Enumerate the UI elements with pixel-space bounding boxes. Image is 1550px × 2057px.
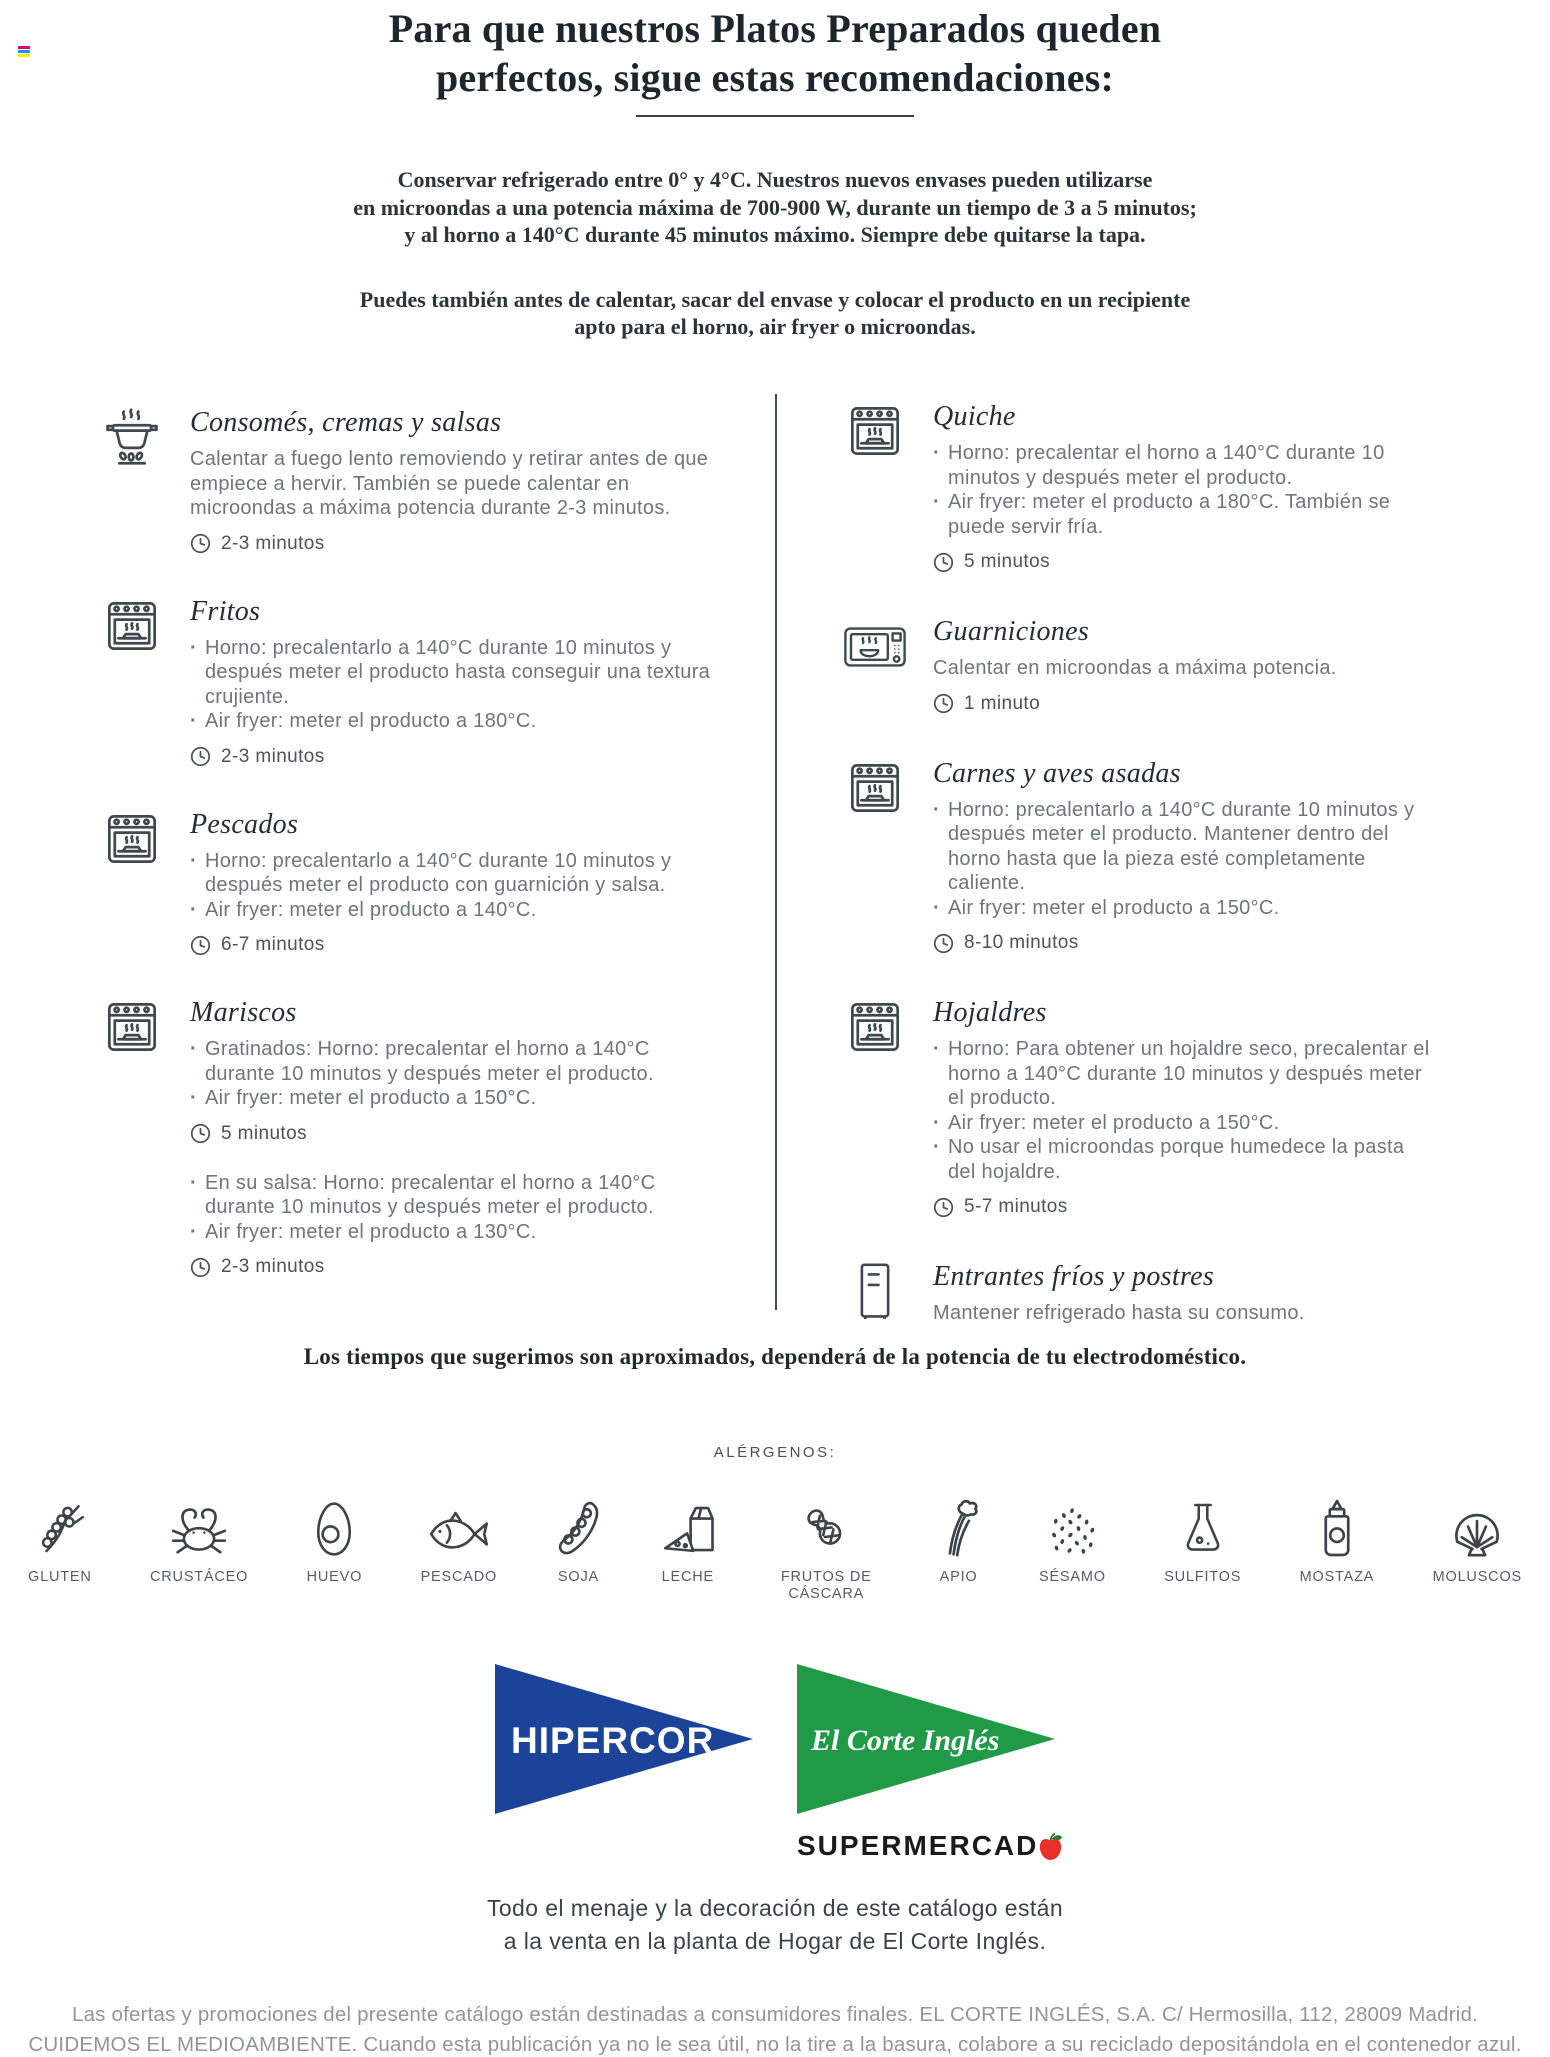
section-text	[190, 996, 721, 1278]
allergen-mostaza	[1300, 1495, 1375, 1586]
time-label: 8-10 minutos	[964, 932, 1079, 953]
clock-icon	[190, 1123, 211, 1144]
allergen-sesamo	[1039, 1495, 1106, 1586]
microwave-icon	[843, 615, 907, 715]
allergen-label: SOJA	[557, 1569, 599, 1585]
title-divider	[636, 115, 914, 117]
section-text	[933, 1260, 1432, 1326]
section-text	[190, 595, 721, 768]
bullet-item	[933, 441, 1432, 490]
time-row	[190, 934, 721, 956]
allergen-leche	[660, 1495, 716, 1586]
section-text	[933, 400, 1432, 573]
clock-icon	[933, 1197, 954, 1218]
el-corte-ingles-logo	[797, 1664, 1055, 1814]
section-mariscos	[100, 996, 721, 1278]
bullet-item	[190, 1220, 721, 1245]
section-text	[933, 615, 1432, 715]
allergen-label: FRUTOS DE CÁSCARA	[780, 1569, 872, 1602]
allergen-label: PESCADO	[420, 1569, 498, 1585]
oven-icon	[100, 996, 164, 1278]
bullet-item	[190, 1086, 721, 1111]
supermercado-text: SUPERMERCAD	[797, 1830, 1039, 1861]
section-title: Carnes y aves asadas	[933, 757, 1181, 789]
celery-icon	[937, 1495, 981, 1557]
time-label: 5-7 minutos	[964, 1196, 1068, 1217]
section-title: Guarniciones	[933, 616, 1090, 647]
print-registration-mark	[18, 46, 30, 58]
bullet-item	[933, 1135, 1432, 1184]
time-label: 2-3 minutos	[221, 532, 325, 554]
bullet-text: · Gratinados: Horno: precalentar el horno a 140°C durante 10 minutos y después meter el producto.	[205, 1038, 654, 1085]
footer-line: a la venta en la planta de Hogar de El Corte Inglés.	[503, 1928, 1047, 1954]
section-text	[933, 996, 1432, 1218]
clock-icon	[190, 935, 211, 956]
oven-icon	[843, 400, 907, 573]
section-consomes-cremas-salsas	[100, 406, 721, 555]
footer-note	[0, 1892, 1550, 1958]
allergen-soja	[555, 1495, 601, 1586]
legal-text	[0, 2000, 1550, 2057]
time-label: 2-3 minutos	[221, 745, 325, 767]
soy-pod-icon	[555, 1495, 601, 1557]
mariscos-group-en-su-salsa	[190, 1171, 721, 1279]
bullet-text: · Air fryer: meter el producto a 150°C.	[948, 896, 1280, 919]
bullet-text: · Air fryer: meter el producto a 130°C.	[205, 1220, 537, 1243]
clock-icon	[933, 933, 954, 954]
intro-paragraph-2	[0, 286, 1550, 341]
flask-icon	[1179, 1495, 1227, 1557]
fish-icon	[426, 1495, 492, 1557]
times-note: Los tiempos que sugerimos son aproximados, dependerá de la potencia de tu electrodoméstico.	[303, 1344, 1247, 1369]
section-title: Fritos	[190, 595, 261, 627]
left-column	[0, 396, 775, 1326]
bullet-item	[190, 636, 721, 710]
bullet-text: · No usar el microondas porque humedece la pasta del hojaldre.	[948, 1136, 1405, 1183]
apple-icon	[1038, 1832, 1063, 1861]
allergen-huevo	[307, 1495, 363, 1586]
recommendations-columns	[0, 396, 1550, 1326]
section-carnes-aves-asadas	[843, 757, 1432, 955]
mariscos-group-gratinados	[190, 1037, 721, 1145]
title-line: perfectos, sigue estas recomendaciones:	[435, 55, 1114, 100]
page-header	[0, 0, 1550, 341]
allergen-pescado	[421, 1495, 498, 1586]
bullet-text: · Horno: Para obtener un hojaldre seco, precalentar el horno a 140°C durante 10 minutos y después meter el producto.	[948, 1038, 1430, 1109]
intro-line: Puedes también antes de calentar, sacar del envase y colocar el producto en un recipiente	[359, 286, 1191, 312]
allergen-label: SULFITOS	[1164, 1569, 1242, 1585]
crab-icon	[167, 1495, 231, 1557]
allergen-label: LECHE	[661, 1569, 715, 1585]
section-guarniciones	[843, 615, 1432, 715]
allergen-crustaceo	[150, 1495, 248, 1586]
oven-icon	[100, 595, 164, 768]
supermercado-wordmark	[797, 1830, 1055, 1862]
clock-icon	[190, 533, 211, 554]
bullet-text: · Air fryer: meter el producto a 180°C.	[205, 710, 537, 732]
section-body: Mantener refrigerado hasta su consumo.	[933, 1302, 1305, 1324]
time-label: 2-3 minutos	[221, 1256, 325, 1277]
section-title: Entrantes fríos y postres	[933, 1261, 1215, 1292]
oven-icon	[843, 996, 907, 1218]
footer-line: Todo el menaje y la decoración de este catálogo están	[486, 1895, 1064, 1921]
time-row	[933, 932, 1432, 954]
allergen-label: MOLUSCOS	[1432, 1569, 1522, 1585]
allergen-label: GLUTEN	[28, 1569, 92, 1585]
bullet-item	[933, 1111, 1432, 1136]
allergen-sulfitos	[1164, 1495, 1241, 1586]
oven-icon	[843, 757, 907, 955]
section-title: Pescados	[190, 808, 299, 840]
section-title: Mariscos	[190, 997, 297, 1028]
el-corte-ingles-logo-block	[797, 1664, 1055, 1862]
time-row	[190, 1123, 721, 1145]
oven-icon	[100, 808, 164, 957]
scallop-shell-icon	[1448, 1495, 1506, 1557]
section-quiche	[843, 400, 1432, 573]
allergen-apio	[937, 1495, 981, 1586]
milk-cheese-icon	[660, 1495, 716, 1557]
allergen-label: HUEVO	[306, 1569, 363, 1585]
sesame-seeds-icon	[1046, 1495, 1098, 1557]
bullet-item	[933, 490, 1432, 539]
wheat-icon	[33, 1495, 87, 1557]
section-fritos	[100, 595, 721, 768]
bullet-text: · Horno: precalentarlo a 140°C durante 10 minutos y después meter el producto hasta conseguir una textura crujiente.	[205, 636, 711, 708]
allergen-label: MOSTAZA	[1299, 1569, 1375, 1585]
intro-line: Conservar refrigerado entre 0° y 4°C. Nuestros nuevos envases pueden utilizarse	[397, 167, 1153, 192]
section-title: Quiche	[933, 401, 1016, 432]
allergen-moluscos	[1433, 1495, 1522, 1586]
section-text	[190, 808, 721, 957]
allergen-gluten	[28, 1495, 92, 1586]
section-body: Calentar a fuego lento removiendo y retirar antes de que empiece a hervir. También se puede calentar en microondas a máxima potencia durante 2-3 minutos.	[190, 448, 709, 519]
clock-icon	[933, 693, 954, 714]
brand-logos	[0, 1664, 1550, 1862]
egg-icon	[313, 1495, 355, 1557]
section-text	[933, 757, 1432, 955]
intro-paragraph-1	[0, 166, 1550, 249]
bullet-text: · En su salsa: Horno: precalentar el horno a 140°C durante 10 minutos y después meter el producto.	[205, 1171, 656, 1218]
clock-icon	[190, 746, 211, 767]
bullet-text: · Horno: precalentarlo a 140°C durante 10 minutos y después meter el producto con guarnición y salsa.	[205, 849, 672, 896]
bullet-text: · Air fryer: meter el producto a 140°C.	[205, 898, 537, 921]
time-row	[190, 533, 721, 555]
section-entrantes-frios-postres	[843, 1260, 1432, 1326]
fridge-icon	[843, 1260, 907, 1326]
allergens-row	[0, 1495, 1550, 1603]
time-label: 5 minutos	[964, 551, 1050, 572]
intro-line: en microondas a una potencia máxima de 700-900 W, durante un tiempo de 3 a 5 minutos;	[353, 194, 1197, 220]
clock-icon	[933, 552, 954, 573]
intro-line: y al horno a 140°C durante 45 minutos máximo. Siempre debe quitarse la tapa.	[404, 222, 1146, 247]
right-column	[775, 396, 1550, 1326]
bullet-text: · Air fryer: meter el producto a 180°C. También se puede servir fría.	[948, 491, 1391, 538]
allergen-label: SÉSAMO	[1038, 1569, 1106, 1585]
bullet-item	[933, 798, 1432, 896]
allergen-label: APIO	[939, 1569, 978, 1585]
bullet-item	[933, 896, 1432, 921]
eci-wordmark: El Corte Inglés	[811, 1724, 1000, 1757]
allergen-label: CRUSTÁCEO	[150, 1569, 249, 1585]
bullet-item	[190, 849, 721, 898]
section-title: Consomés, cremas y salsas	[190, 407, 502, 438]
section-title: Hojaldres	[933, 997, 1047, 1028]
intro-line: apto para el horno, air fryer o microondas.	[574, 314, 976, 339]
section-body: Calentar en microondas a máxima potencia.	[933, 657, 1337, 679]
time-row	[190, 746, 721, 768]
bullet-text: · Horno: precalentar el horno a 140°C durante 10 minutos y después meter el producto.	[948, 442, 1385, 489]
time-row	[933, 693, 1432, 715]
time-row	[933, 551, 1432, 573]
allergens-heading: ALÉRGENOS:	[713, 1444, 837, 1461]
legal-line: Las ofertas y promociones del presente catálogo están destinadas a consumidores finales. EL CORTE INGLÉS, S.A. C/ Hermosilla, 112, 28009 Madrid.	[71, 2003, 1479, 2026]
section-pescados	[100, 808, 721, 957]
time-label: 1 minuto	[964, 692, 1041, 714]
hipercor-logo	[495, 1664, 753, 1814]
bullet-text: · Horno: precalentarlo a 140°C durante 10 minutos y después meter el producto. Mantener dentro del horno hasta que la pieza esté completamente caliente.	[948, 798, 1415, 894]
bullet-item	[190, 1037, 721, 1086]
bullet-text: · Air fryer: meter el producto a 150°C.	[205, 1087, 537, 1109]
clock-icon	[190, 1257, 211, 1278]
section-text	[190, 406, 721, 555]
time-row	[933, 1196, 1432, 1218]
hipercor-wordmark: HIPERCOR	[511, 1720, 715, 1761]
title-line: Para que nuestros Platos Preparados queden	[388, 6, 1162, 51]
mustard-bottle-icon	[1319, 1495, 1355, 1557]
allergens-section	[0, 1444, 1550, 1603]
section-hojaldres	[843, 996, 1432, 1218]
time-row	[190, 1256, 721, 1278]
bullet-text: · Air fryer: meter el producto a 150°C.	[948, 1111, 1280, 1134]
pot-icon	[100, 406, 164, 555]
allergen-frutos-de-cascara	[774, 1495, 878, 1603]
legal-line: CUIDEMOS EL MEDIOAMBIENTE. Cuando esta publicación ya no le sea útil, no la tire a la basura, colabore a su reciclado depositándola en el contenedor azul.	[28, 2033, 1522, 2056]
time-label: 5 minutos	[221, 1122, 307, 1144]
page-title	[0, 4, 1550, 102]
bullet-item	[190, 1171, 721, 1220]
peanut-icon	[798, 1495, 854, 1557]
time-label: 6-7 minutos	[221, 934, 325, 955]
bullet-item	[933, 1037, 1432, 1111]
bullet-item	[190, 898, 721, 923]
bullet-item	[190, 709, 721, 734]
